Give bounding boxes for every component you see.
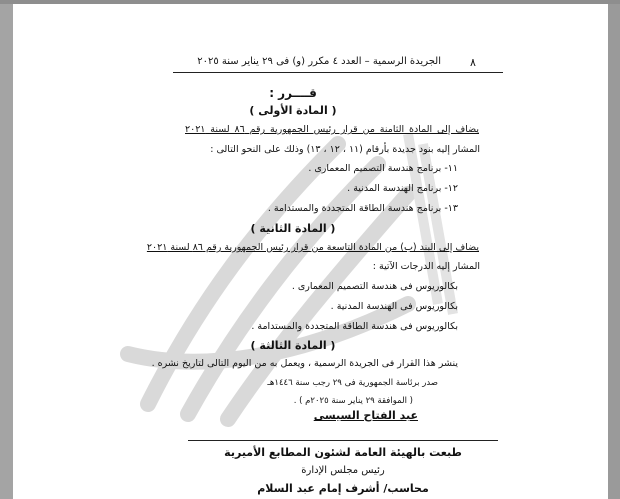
viewer-scrollbar[interactable] <box>608 4 620 499</box>
article-1-line-2: المشار إليه بنود جديدة بأرقام (١١ ، ١٢ ، ١٣) وذلك على النحو التالى : <box>210 144 480 155</box>
accountant-name: محاسب/ أشرف إمام عبد السلام <box>257 482 429 495</box>
article-1-item: ١٣- برنامج هندسة الطاقة المتجددة والمستدامة . <box>267 203 458 214</box>
article-2-line-2: المشار إليه الدرجات الآتية : <box>372 261 480 272</box>
article-1-line-1: يضاف إلى المادة الثامنة من قرار رئيس الجمهورية رقم ٨٦ لسنة ٢٠٢١ <box>185 124 479 135</box>
board-chair: رئيس مجلس الإدارة <box>301 465 385 476</box>
gazette-header: الجريدة الرسمية – العدد ٤ مكرر (و) فى ٢٩ يناير سنة ٢٠٢٥ <box>197 56 441 67</box>
issued-date-gregorian: ( الموافقة ٢٩ يناير سنة ٢٠٢٥م ) . <box>293 396 413 406</box>
article-2-heading: ( المادة الثانية ) <box>250 222 336 235</box>
article-1-item: ١١- برنامج هندسة التصميم المعمارى . <box>308 163 458 174</box>
article-3-line-1: ينشر هذا القرار فى الجريدة الرسمية ، ويعمل به من اليوم التالى لتاريخ نشره . <box>151 358 458 369</box>
decision-title: قــــرر : <box>269 86 317 100</box>
page-number: ٨ <box>470 56 476 69</box>
article-1-item: ١٢- برنامج الهندسة المدنية . <box>347 183 458 194</box>
article-2-line-1: يضاف إلى البند (ب) من المادة التاسعة من قرار رئيس الجمهورية رقم ٨٦ لسنة ٢٠٢١ <box>146 242 479 253</box>
article-2-item: بكالوريوس فى هندسة الطاقة المتجددة والمستدامة . <box>251 321 458 332</box>
president-signature: عبد الفتاح السيسى <box>313 409 418 422</box>
printed-by: طبعت بالهيئة العامة لشئون المطابع الأميرية <box>224 446 462 459</box>
article-2-item: بكالوريوس فى الهندسة المدنية . <box>330 301 458 312</box>
article-3-heading: ( المادة الثالثة ) <box>250 339 336 352</box>
header-rule <box>173 72 503 73</box>
article-2-item: بكالوريوس فى هندسة التصميم المعمارى . <box>291 281 458 292</box>
document-page <box>13 4 608 499</box>
footer-rule <box>188 440 498 441</box>
issued-date-hijri: صدر برئاسة الجمهورية فى ٢٩ رجب سنة ١٤٤٦هـ <box>267 378 438 388</box>
article-1-heading: ( المادة الأولى ) <box>249 104 337 117</box>
